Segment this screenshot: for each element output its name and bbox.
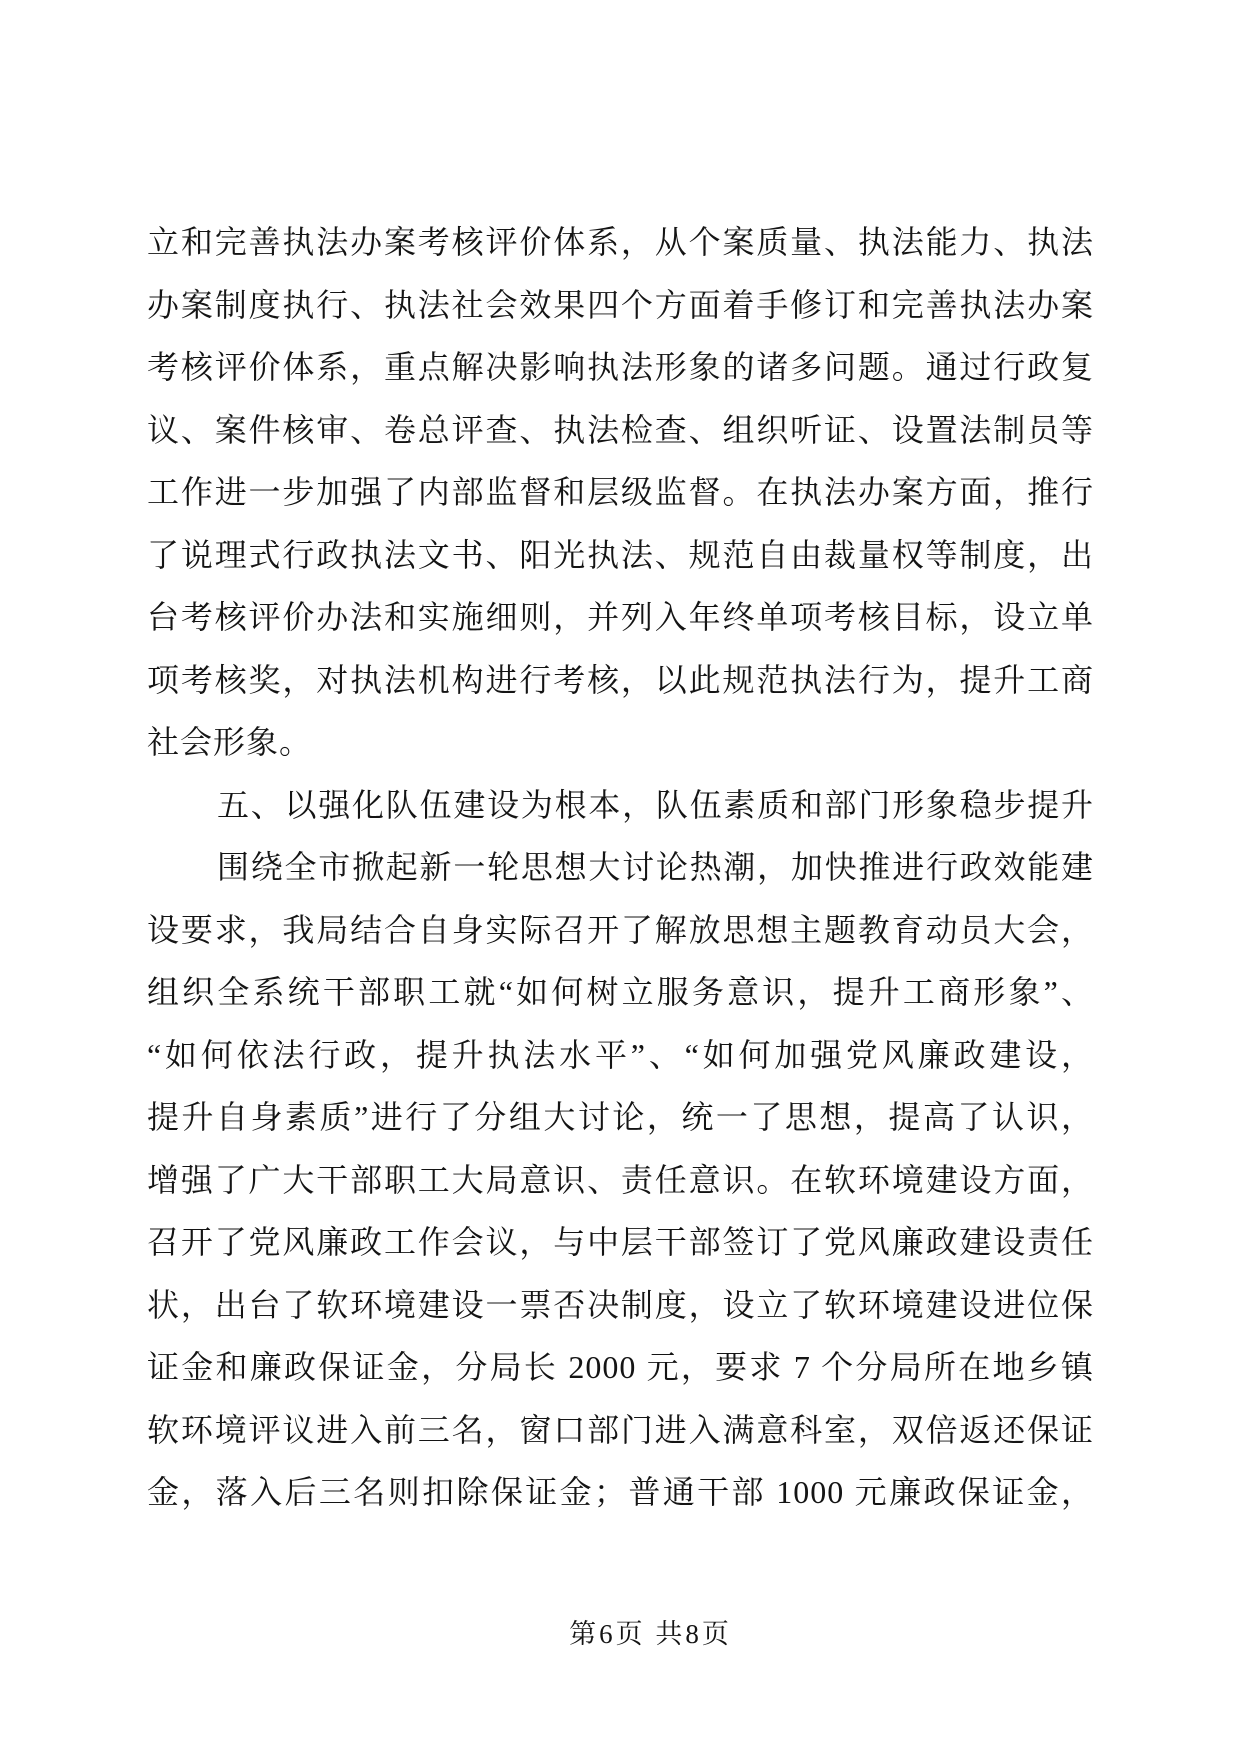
body-line-4: 议、案件核审、卷总评查、执法检查、组织听证、设置法制员等 <box>147 411 1094 448</box>
body-line-16: 增强了广大干部职工大局意识、责任意识。在软环境建设方面， <box>147 1161 1094 1198</box>
body-line-21: 金，落入后三名则扣除保证金；普通干部 1000 元廉政保证金， <box>147 1474 1094 1510</box>
body-line-19: 证金和廉政保证金，分局长 2000 元，要求 7 个分局所在地乡镇 <box>147 1349 1094 1385</box>
body-line-15: 提升自身素质”进行了分组大讨论，统一了思想，提高了认识， <box>147 1099 1094 1135</box>
body-line-18: 状，出台了软环境建设一票否决制度，设立了软环境建设进位保 <box>147 1286 1094 1323</box>
page-number-label: 第6页 共8页 <box>569 1619 732 1649</box>
body-line-2: 办案制度执行、执法社会效果四个方面着手修订和完善执法办案 <box>147 286 1094 323</box>
body-line-9: 社会形象。 <box>147 724 313 760</box>
body-line-12: 设要求，我局结合自身实际召开了解放思想主题教育动员大会， <box>147 911 1094 948</box>
page-footer <box>0 1612 1241 1651</box>
body-line-7: 台考核评价办法和实施细则，并列入年终单项考核目标，设立单 <box>147 599 1094 635</box>
body-line-11: 围绕全市掀起新一轮思想大讨论热潮，加快推进行政效能建 <box>217 849 1094 885</box>
body-line-20: 软环境评议进入前三名，窗口部门进入满意科室，双倍返还保证 <box>147 1411 1094 1448</box>
document-body <box>147 211 1094 1524</box>
body-line-1: 立和完善执法办案考核评价体系，从个案质量、执法能力、执法 <box>147 224 1094 260</box>
body-line-3: 考核评价体系，重点解决影响执法形象的诸多问题。通过行政复 <box>147 349 1094 385</box>
section-heading-line: 五、以强化队伍建设为根本，队伍素质和部门形象稳步提升 <box>217 786 1094 823</box>
body-line-5: 工作进一步加强了内部监督和层级监督。在执法办案方面，推行 <box>147 474 1094 510</box>
body-line-14: “如何依法行政，提升执法水平”、“如何加强党风廉政建设， <box>147 1036 1094 1073</box>
body-line-13: 组织全系统干部职工就“如何树立服务意识，提升工商形象”、 <box>147 974 1094 1010</box>
body-line-8: 项考核奖，对执法机构进行考核，以此规范执法行为，提升工商 <box>147 661 1094 698</box>
body-line-6: 了说理式行政执法文书、阳光执法、规范自由裁量权等制度，出 <box>147 536 1094 573</box>
body-line-17: 召开了党风廉政工作会议，与中层干部签订了党风廉政建设责任 <box>147 1224 1094 1260</box>
